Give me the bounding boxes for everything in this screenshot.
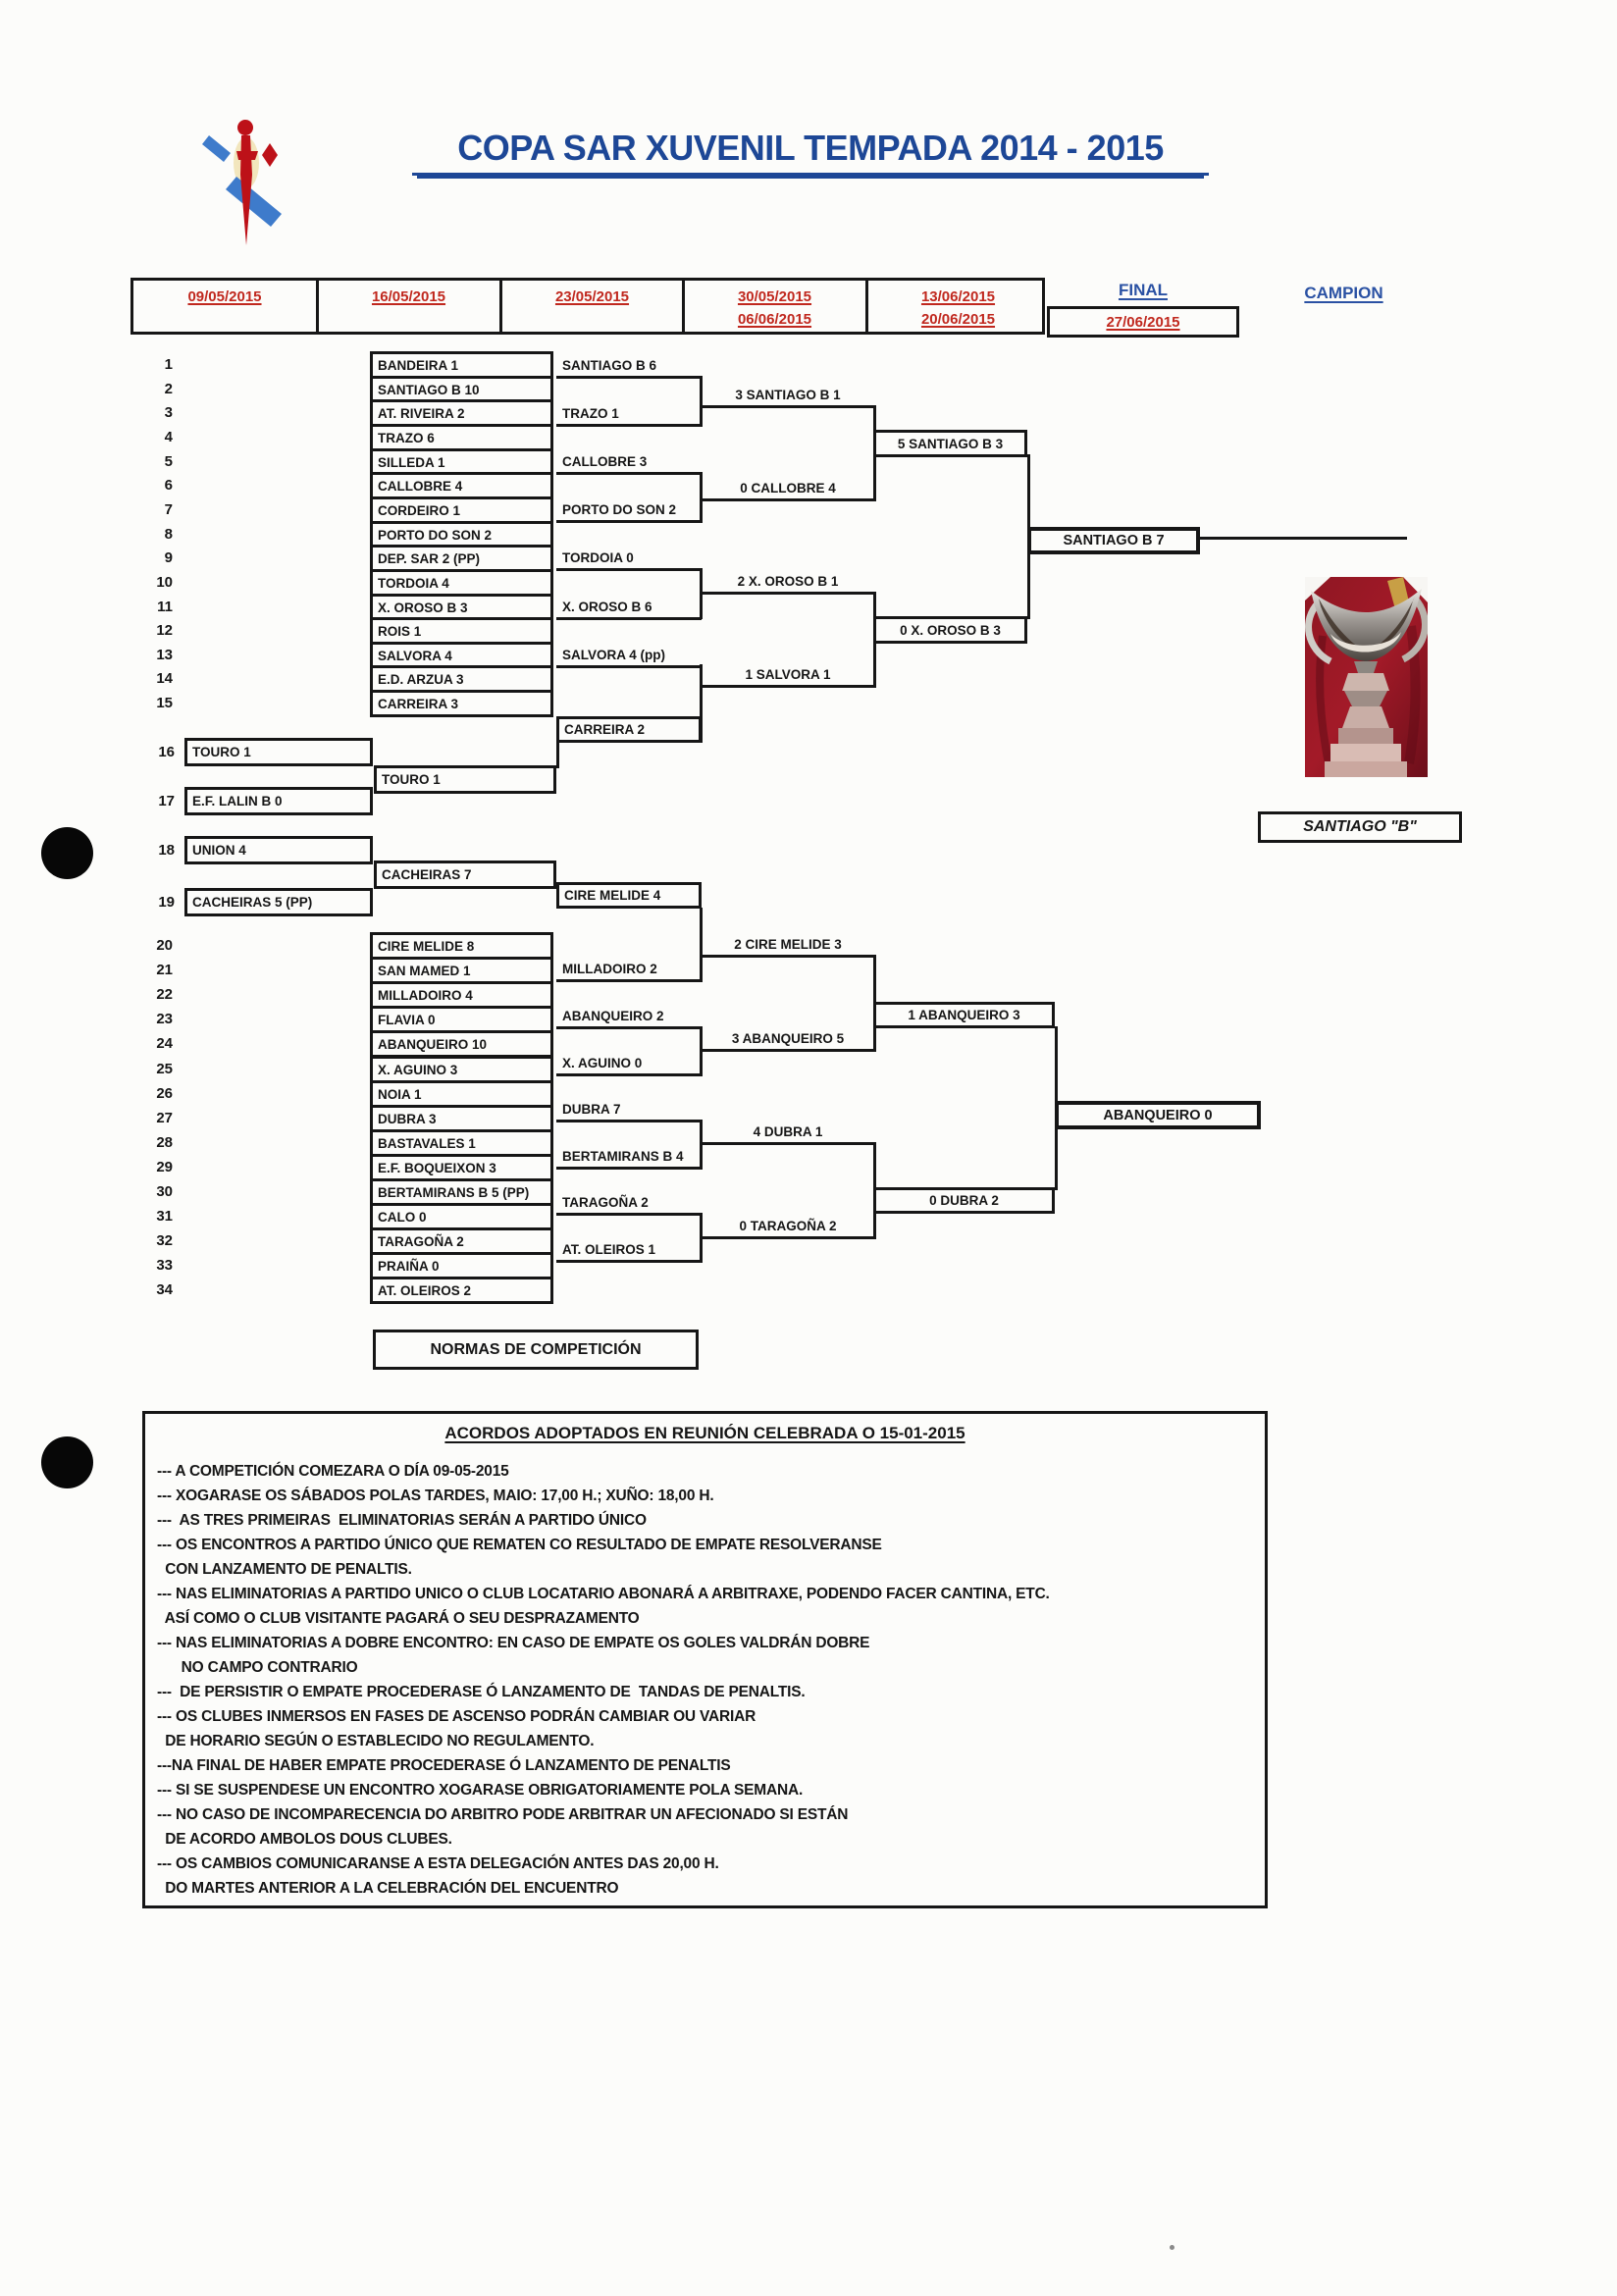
bracket-connector-line [700,376,703,427]
bracket-team-box: E.D. ARZUA 3 [370,665,553,693]
rule-line: --- NAS ELIMINATORIAS A PARTIDO UNICO O CLUB LOCATARIO ABONARÁ A ARBITRAXE, PODENDO FACER CANTINA, ETC. [157,1586,1050,1602]
bracket-team-box: X. AGUINO 3 [370,1056,553,1083]
bracket-connector-line [1027,454,1030,619]
bracket-team-box: FLAVIA 0 [370,1006,553,1033]
campion-label: CAMPION [1304,284,1383,302]
bracket-aggregate-line: 4 DUBRA 1 [700,1121,876,1145]
schedule-date: 23/05/2015 [554,288,630,305]
rule-line: DE HORARIO SEGÚN O ESTABLECIDO NO REGULAMENTO. [157,1733,595,1749]
trophy-photo [1305,577,1428,782]
seed-number: 4 [164,429,173,445]
bracket-connector-line [700,472,703,523]
seed-number: 20 [156,937,173,954]
seed-number: 19 [158,894,175,911]
bracket-team-box: MILLADOIRO 4 [370,981,553,1009]
bracket-team-box: NOIA 1 [370,1080,553,1108]
rule-line: --- OS CLUBES INMERSOS EN FASES DE ASCENSO PODRÁN CAMBIAR OU VARIAR [157,1708,756,1725]
seed-number: 34 [156,1281,173,1298]
bracket-team-box: AT. OLEIROS 2 [370,1277,553,1304]
semifinal-box: 0 DUBRA 2 [873,1187,1055,1214]
bracket-winner-line: SANTIAGO B 6 [556,354,702,379]
bracket-connector-line [873,592,876,688]
bracket-team-box: CALLOBRE 4 [370,472,553,499]
seed-number: 33 [156,1257,173,1274]
seed-number: 7 [164,501,173,518]
schedule-date: 06/06/2015 [737,311,812,328]
seed-number: 6 [164,477,173,494]
bracket-winner-line: ABANQUEIRO 2 [556,1005,702,1029]
bracket-winner-line: X. AGUINO 0 [556,1052,702,1076]
bracket-team-box: CACHEIRAS 5 (PP) [184,888,373,916]
bracket-team-box: CARREIRA 3 [370,690,553,717]
bracket-winner-box: TOURO 1 [374,765,556,794]
champion-box [1258,811,1462,843]
bracket-connector-line [873,1142,876,1239]
seed-number: 32 [156,1232,173,1249]
bracket-connector-line [873,955,876,1052]
seed-number: 22 [156,986,173,1003]
bracket-winner-line: DUBRA 7 [556,1098,702,1122]
bracket-aggregate-line: 3 ABANQUEIRO 5 [700,1027,876,1052]
bracket-team-box: DEP. SAR 2 (PP) [370,545,553,572]
bracket-connector-line [1055,1026,1058,1190]
schedule-date: 20/06/2015 [920,311,996,328]
bracket-team-box: E.F. BOQUEIXON 3 [370,1154,553,1181]
schedule-date: 30/05/2015 [737,288,812,305]
seed-number: 10 [156,574,173,591]
rule-line: ASÍ COMO O CLUB VISITANTE PAGARÁ O SEU DESPRAZAMENTO [157,1610,640,1627]
page-title: COPA SAR XUVENIL TEMPADA 2014 - 2015 [412,128,1209,176]
semifinal-box: 1 ABANQUEIRO 3 [873,1002,1055,1028]
normas-box: NORMAS DE COMPETICIÓN [373,1330,699,1370]
bracket-winner-box: CACHEIRAS 7 [374,861,556,889]
bracket-team-box: DUBRA 3 [370,1105,553,1132]
seed-number: 21 [156,962,173,978]
bracket-team-box: SILLEDA 1 [370,448,553,476]
bracket-winner-line: AT. OLEIROS 1 [556,1238,702,1263]
seed-number: 15 [156,695,173,711]
rule-line: --- AS TRES PRIMEIRAS ELIMINATORIAS SERÁN A PARTIDO ÚNICO [157,1512,647,1529]
seed-number: 12 [156,622,173,639]
seed-number: 25 [156,1061,173,1077]
seed-number: 16 [158,744,175,760]
seed-number: 3 [164,404,173,421]
bracket-connector-line [700,1120,703,1170]
bracket-aggregate-line: 2 X. OROSO B 1 [700,570,876,595]
rules-title: ACORDOS ADOPTADOS EN REUNIÓN CELEBRADA O 15-01-2015 [444,1424,965,1442]
bracket-team-box: PRAIÑA 0 [370,1252,553,1279]
seed-number: 23 [156,1011,173,1027]
seed-number: 5 [164,453,173,470]
bracket-winner-line: BERTAMIRANS B 4 [556,1145,702,1170]
bracket-winner-line: TARAGOÑA 2 [556,1191,702,1216]
seed-number: 2 [164,381,173,397]
rules-box [142,1411,1268,1908]
seed-number: 9 [164,549,173,566]
bracket-winner-line: SALVORA 4 (pp) [556,644,702,668]
bracket-connector-line [556,742,559,768]
bracket-aggregate-line: 1 SALVORA 1 [700,663,876,688]
rule-line: ---NA FINAL DE HABER EMPATE PROCEDERASE Ó LANZAMENTO DE PENALTIS [157,1757,731,1774]
bracket-winner-line: PORTO DO SON 2 [556,498,702,523]
bracket-team-box: SANTIAGO B 10 [370,376,553,403]
rule-line: NO CAMPO CONTRARIO [157,1659,358,1676]
bracket-connector-line [700,664,703,743]
bracket-team-box: SAN MAMED 1 [370,957,553,984]
bracket-team-box: E.F. LALIN B 0 [184,787,373,815]
rule-line: --- NO CASO DE INCOMPARECENCIA DO ARBITRO PODE ARBITRAR UN AFECIONADO SI ESTÁN [157,1806,849,1823]
bracket-winner-line: TRAZO 1 [556,402,702,427]
seed-number: 17 [158,793,175,809]
rule-line: DE ACORDO AMBOLOS DOUS CLUBES. [157,1831,452,1848]
semifinal-box: 5 SANTIAGO B 3 [873,430,1027,457]
rule-line: --- XOGARASE OS SÁBADOS POLAS TARDES, MAIO: 17,00 H.; XUÑO: 18,00 H. [157,1487,714,1504]
rule-line: CON LANZAMENTO DE PENALTIS. [157,1561,412,1578]
final-box: SANTIAGO B 7 [1027,527,1200,554]
semifinal-box: 0 X. OROSO B 3 [873,616,1027,644]
rule-line: --- OS CAMBIOS COMUNICARANSE A ESTA DELEGACIÓN ANTES DAS 20,00 H. [157,1855,719,1872]
seed-number: 8 [164,526,173,543]
bracket-team-box: TRAZO 6 [370,424,553,451]
bracket-team-box: PORTO DO SON 2 [370,521,553,548]
bracket-connector-line [700,1213,703,1263]
bracket-team-box: X. OROSO B 3 [370,594,553,621]
seed-number: 28 [156,1134,173,1151]
seed-number: 26 [156,1085,173,1102]
bracket-winner-line: CALLOBRE 3 [556,450,702,475]
rule-line: DO MARTES ANTERIOR A LA CELEBRACIÓN DEL ENCUENTRO [157,1880,619,1897]
rules-lines [145,1459,1265,1901]
bracket-team-box: TOURO 1 [184,738,373,766]
bracket-team-box: CORDEIRO 1 [370,496,553,524]
seed-number: 18 [158,842,175,859]
bracket-winner-line: TORDOIA 0 [556,547,702,571]
bracket-aggregate-line: 0 CALLOBRE 4 [700,477,876,501]
bracket-connector-line [700,908,703,982]
seed-number: 27 [156,1110,173,1126]
schedule-date: 16/05/2015 [371,288,446,305]
bracket-winner-line: X. OROSO B 6 [556,596,702,620]
rule-line: --- A COMPETICIÓN COMEZARA O DÍA 09-05-2015 [157,1463,509,1480]
bracket-team-box: AT. RIVEIRA 2 [370,399,553,427]
bracket-team-box: TARAGOÑA 2 [370,1227,553,1255]
bracket-team-box: ROIS 1 [370,617,553,645]
bracket-team-box: BANDEIRA 1 [370,351,553,379]
seed-number: 1 [164,356,173,373]
bracket-aggregate-line: 0 TARAGOÑA 2 [700,1215,876,1239]
bracket-team-box: SALVORA 4 [370,642,553,669]
bracket-team-box: UNION 4 [184,836,373,864]
bracket-winner-box: CARREIRA 2 [556,716,702,743]
bracket-team-box: BASTAVALES 1 [370,1129,553,1157]
bracket-connector-line [700,568,703,619]
bracket-aggregate-line: 3 SANTIAGO B 1 [700,384,876,408]
bracket-team-box: ABANQUEIRO 10 [370,1030,553,1058]
rule-line: --- OS ENCONTROS A PARTIDO ÚNICO QUE REMATEN CO RESULTADO DE EMPATE RESOLVERANSE [157,1537,882,1553]
bracket-winner-box: CIRE MELIDE 4 [556,882,702,909]
final-date: 27/06/2015 [1106,313,1180,331]
champion-name: SANTIAGO "B" [1303,818,1417,835]
bracket-winner-line: MILLADOIRO 2 [556,958,702,982]
seed-number: 31 [156,1208,173,1225]
seed-number: 11 [157,599,173,615]
bracket-team-box: TORDOIA 4 [370,569,553,597]
seed-number: 13 [156,647,173,663]
bracket-team-box: CALO 0 [370,1203,553,1230]
rule-line: --- DE PERSISTIR O EMPATE PROCEDERASE Ó LANZAMENTO DE TANDAS DE PENALTIS. [157,1684,806,1700]
scan-speck [1170,2245,1174,2250]
bracket-connector-line [873,405,876,501]
bracket-connector-line [1200,537,1407,540]
bracket-team-box: CIRE MELIDE 8 [370,932,553,960]
final-label: FINAL [1118,281,1169,299]
final-box: ABANQUEIRO 0 [1055,1101,1261,1129]
schedule-date: 13/06/2015 [920,288,996,305]
seed-number: 29 [156,1159,173,1175]
seed-number: 24 [156,1035,173,1052]
seed-number: 30 [156,1183,173,1200]
rule-line: --- SI SE SUSPENDESE UN ENCONTRO XOGARASE OBRIGATORIAMENTE POLA SEMANA. [157,1782,804,1799]
rule-line: --- NAS ELIMINATORIAS A DOBRE ENCONTRO: EN CASO DE EMPATE OS GOLES VALDRÁN DOBRE [157,1635,870,1651]
seed-number: 14 [156,670,173,687]
schedule-date: 09/05/2015 [187,288,262,305]
bracket-connector-line [700,1026,703,1076]
bracket-aggregate-line: 2 CIRE MELIDE 3 [700,933,876,958]
bracket-team-box: BERTAMIRANS B 5 (PP) [370,1178,553,1206]
